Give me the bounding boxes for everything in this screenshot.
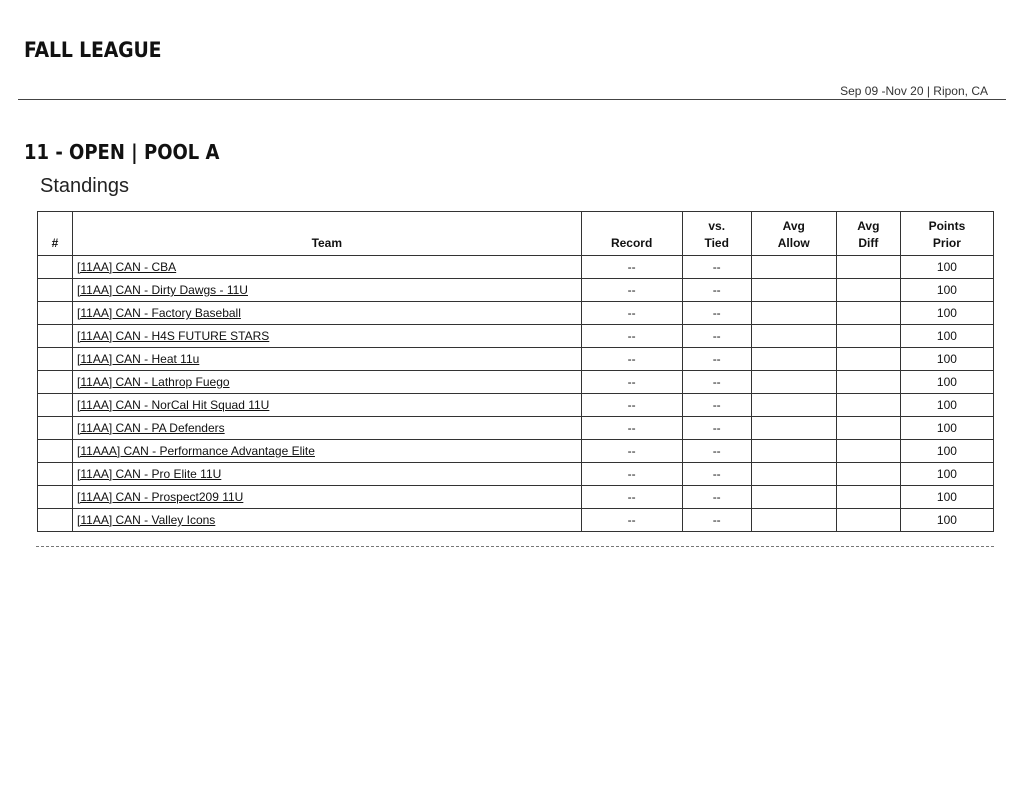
cell-points-prior: 100 [900,394,993,417]
cell-avg-allow [751,279,836,302]
col-header-team: Team [73,212,582,256]
cell-vs-tied: -- [682,486,751,509]
standings-table [37,211,994,532]
standings-header-row [38,212,994,256]
cell-team [73,256,582,279]
cell-rank [38,325,73,348]
cell-points-prior: 100 [900,509,993,532]
cell-avg-allow [751,348,836,371]
cell-rank [38,394,73,417]
team-link[interactable]: [11AAA] CAN - Performance Advantage Elite [77,444,315,458]
cell-rank [38,417,73,440]
cell-team [73,302,582,325]
team-link[interactable]: [11AA] CAN - Prospect209 11U [77,490,244,504]
table-row [38,371,994,394]
cell-avg-diff [836,279,900,302]
cell-points-prior: 100 [900,417,993,440]
cell-rank [38,486,73,509]
team-link[interactable]: [11AA] CAN - H4S FUTURE STARS [77,329,270,343]
table-row [38,279,994,302]
col-header-points-prior-line1: Points [928,219,966,233]
cell-points-prior: 100 [900,279,993,302]
cell-record: -- [581,302,682,325]
team-link[interactable]: [11AA] CAN - Valley Icons [77,513,216,527]
cell-record: -- [581,417,682,440]
cell-points-prior: 100 [900,371,993,394]
table-row [38,302,994,325]
team-link[interactable]: [11AA] CAN - Dirty Dawgs - 11U [77,283,248,297]
cell-avg-allow [751,325,836,348]
cell-avg-allow [751,486,836,509]
pool-title: 11 - OPEN | POOL A [24,140,220,164]
cell-team [73,486,582,509]
team-link[interactable]: [11AA] CAN - NorCal Hit Squad 11U [77,398,270,412]
cell-rank [38,279,73,302]
cell-record: -- [581,371,682,394]
section-heading: Standings [40,175,129,197]
cell-vs-tied: -- [682,394,751,417]
table-row [38,325,994,348]
cell-avg-allow [751,417,836,440]
cell-avg-diff [836,463,900,486]
col-header-avg-allow-line2: Allow [777,236,810,250]
cell-vs-tied: -- [682,302,751,325]
cell-vs-tied: -- [682,256,751,279]
cell-points-prior: 100 [900,440,993,463]
cell-rank [38,348,73,371]
col-header-num: # [38,212,73,256]
cell-avg-diff [836,325,900,348]
cell-avg-allow [751,394,836,417]
cell-avg-diff [836,509,900,532]
team-link[interactable]: [11AA] CAN - CBA [77,260,177,274]
footer-divider [36,546,994,547]
table-row [38,509,994,532]
standings-body [38,256,994,532]
col-header-vs-tied-line1: vs. [708,219,726,233]
cell-points-prior: 100 [900,463,993,486]
cell-rank [38,302,73,325]
cell-team [73,325,582,348]
cell-team [73,440,582,463]
cell-avg-diff [836,256,900,279]
team-link[interactable]: [11AA] CAN - Lathrop Fuego [77,375,230,389]
cell-vs-tied: -- [682,417,751,440]
cell-points-prior: 100 [900,256,993,279]
cell-record: -- [581,486,682,509]
cell-rank [38,463,73,486]
cell-avg-allow [751,371,836,394]
cell-avg-allow [751,509,836,532]
col-header-points-prior-line2: Prior [932,236,961,250]
cell-team [73,509,582,532]
cell-team [73,394,582,417]
cell-vs-tied: -- [682,348,751,371]
table-row [38,486,994,509]
table-row [38,463,994,486]
table-row [38,440,994,463]
cell-team [73,463,582,486]
col-header-avg-diff-line1: Avg [857,219,880,233]
col-header-avg-diff [836,212,900,256]
cell-record: -- [581,256,682,279]
team-link[interactable]: [11AA] CAN - Pro Elite 11U [77,467,222,481]
cell-avg-diff [836,417,900,440]
cell-vs-tied: -- [682,325,751,348]
cell-rank [38,509,73,532]
cell-vs-tied: -- [682,509,751,532]
cell-vs-tied: -- [682,440,751,463]
cell-record: -- [581,325,682,348]
cell-points-prior: 100 [900,486,993,509]
team-link[interactable]: [11AA] CAN - PA Defenders [77,421,225,435]
cell-points-prior: 100 [900,348,993,371]
cell-team [73,371,582,394]
cell-avg-allow [751,440,836,463]
cell-record: -- [581,509,682,532]
cell-vs-tied: -- [682,463,751,486]
page-title: FALL LEAGUE [24,38,162,62]
cell-rank [38,440,73,463]
cell-points-prior: 100 [900,302,993,325]
cell-record: -- [581,348,682,371]
cell-vs-tied: -- [682,371,751,394]
cell-rank [38,256,73,279]
event-dates-location: Sep 09 -Nov 20 | Ripon, CA [840,84,988,98]
cell-vs-tied: -- [682,279,751,302]
cell-avg-diff [836,348,900,371]
cell-avg-allow [751,302,836,325]
cell-team [73,348,582,371]
cell-team [73,417,582,440]
cell-avg-diff [836,440,900,463]
table-row [38,417,994,440]
col-header-points-prior [900,212,993,256]
col-header-vs-tied-line2: Tied [704,236,729,250]
col-header-avg-diff-line2: Diff [858,236,879,250]
cell-avg-allow [751,256,836,279]
team-link[interactable]: [11AA] CAN - Heat 11u [77,352,200,366]
cell-record: -- [581,463,682,486]
cell-record: -- [581,279,682,302]
cell-points-prior: 100 [900,325,993,348]
table-row [38,394,994,417]
cell-avg-allow [751,463,836,486]
header-divider [18,99,1006,100]
cell-avg-diff [836,486,900,509]
cell-avg-diff [836,394,900,417]
team-link[interactable]: [11AA] CAN - Factory Baseball [77,306,241,320]
table-row [38,256,994,279]
col-header-avg-allow [751,212,836,256]
cell-rank [38,371,73,394]
col-header-avg-allow-line1: Avg [782,219,805,233]
cell-team [73,279,582,302]
cell-avg-diff [836,302,900,325]
table-row [38,348,994,371]
col-header-vs-tied [682,212,751,256]
cell-record: -- [581,440,682,463]
cell-record: -- [581,394,682,417]
col-header-record: Record [581,212,682,256]
cell-avg-diff [836,371,900,394]
